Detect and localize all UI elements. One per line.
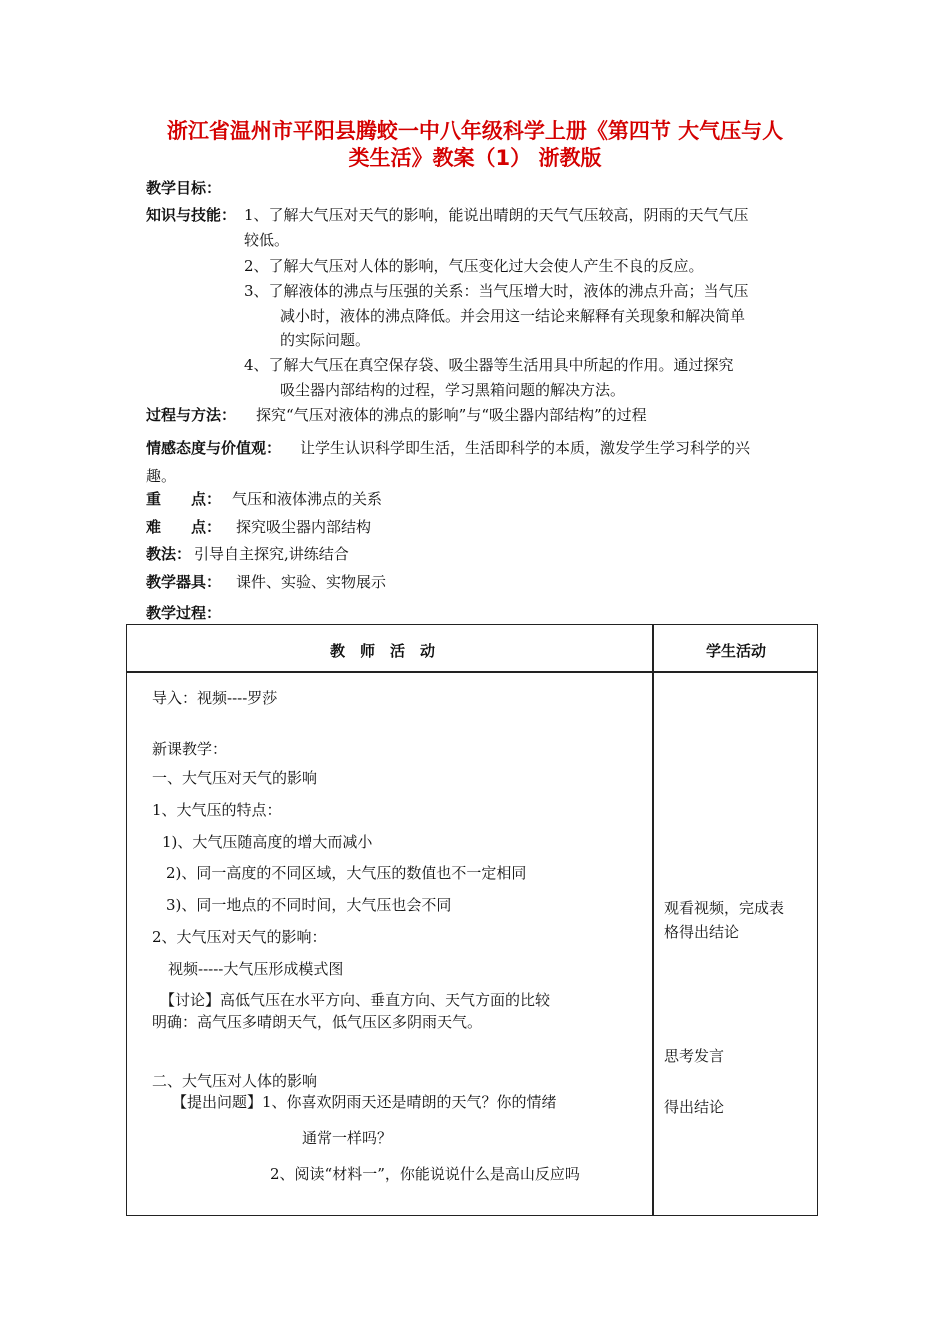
knowledge-item-3b: 减小时，液体的沸点降低。并会用这一结论来解释有关现象和解决简单 — [280, 307, 746, 325]
difficulty-label: 难 点： — [146, 518, 222, 536]
knowledge-label: 知识与技能： — [146, 206, 237, 224]
title-line-1: 浙江省温州市平阳县腾蛟一中八年级科学上册《第四节 大气压与人 — [166, 119, 784, 143]
tools-text: 课件、实验、实物展示 — [236, 573, 387, 591]
procedure-heading: 教学过程： — [146, 604, 222, 622]
method-label: 教法： — [146, 545, 192, 563]
student-activity-header: 学生活动 — [706, 642, 767, 660]
method-text: 引导自主探究,讲练结合 — [194, 545, 349, 563]
table-column-divider — [652, 624, 654, 1216]
teacher-question-1b: 通常一样吗？ — [302, 1129, 393, 1147]
knowledge-item-3c: 的实际问题。 — [280, 331, 371, 349]
student-activity-1b: 格得出结论 — [664, 923, 740, 941]
tools-label: 教学器具： — [146, 573, 222, 591]
teacher-point-1b: 2)、同一高度的不同区域，大气压的数值也不一定相同 — [166, 864, 527, 882]
document-title — [120, 118, 830, 172]
process-text: 探究“气压对液体的沸点的影响”与“吸尘器内部结构”的过程 — [256, 406, 647, 424]
teacher-video: 视频-----大气压形成模式图 — [168, 960, 344, 978]
table-header-divider — [126, 671, 818, 673]
key-point-text: 气压和液体沸点的关系 — [232, 490, 383, 508]
knowledge-item-4b: 吸尘器内部结构的过程，学习黑箱问题的解决方法。 — [280, 381, 626, 399]
knowledge-item-2: 2、了解大气压对人体的影响，气压变化过大会使人产生不良的反应。 — [244, 257, 704, 275]
student-activity-3: 得出结论 — [664, 1098, 725, 1116]
teacher-point-1c: 3)、同一地点的不同时间，大气压也会不同 — [166, 896, 452, 914]
emotion-text-a: 让学生认识科学即生活，生活即科学的本质，激发学生学习科学的兴 — [300, 439, 751, 457]
lesson-table — [126, 624, 818, 1216]
process-label: 过程与方法： — [146, 406, 237, 424]
teacher-section-1: 一、大气压对天气的影响 — [152, 769, 318, 787]
objectives-heading: 教学目标： — [146, 179, 222, 197]
title-line-2: 类生活》教案（1） 浙教版 — [348, 146, 602, 170]
teacher-section-1-1: 1、大气压的特点： — [152, 801, 282, 819]
teacher-point-1a: 1)、大气压随高度的增大而减小 — [162, 833, 373, 851]
knowledge-item-4a: 4、了解大气压在真空保存袋、吸尘器等生活用具中所起的作用。通过探究 — [244, 356, 734, 374]
emotion-text-b: 趣。 — [146, 467, 177, 485]
key-point-label: 重 点： — [146, 490, 222, 508]
teacher-question-1a: 【提出问题】1、你喜欢阴雨天还是晴朗的天气？你的情绪 — [172, 1093, 557, 1111]
teacher-clarify: 明确：高气压多晴朗天气，低气压区多阴雨天气。 — [152, 1013, 483, 1031]
teacher-section-1-2: 2、大气压对天气的影响： — [152, 928, 327, 946]
teacher-section-2: 二、大气压对人体的影响 — [152, 1072, 318, 1090]
teacher-question-2: 2、阅读“材料一”，你能说说什么是高山反应吗 — [270, 1165, 580, 1183]
student-activity-1a: 观看视频，完成表 — [664, 899, 785, 917]
teacher-intro: 导入：视频----罗莎 — [152, 689, 278, 707]
knowledge-item-3a: 3、了解液体的沸点与压强的关系：当气压增大时，液体的沸点升高；当气压 — [244, 282, 749, 300]
teacher-discussion: 【讨论】高低气压在水平方向、垂直方向、天气方面的比较 — [160, 991, 551, 1009]
difficulty-text: 探究吸尘器内部结构 — [236, 518, 372, 536]
teacher-new-lesson: 新课教学： — [152, 740, 228, 758]
emotion-label: 情感态度与价值观： — [146, 439, 282, 457]
student-activity-2: 思考发言 — [664, 1047, 725, 1065]
knowledge-item-1b: 较低。 — [244, 231, 290, 249]
knowledge-item-1a: 1、了解大气压对天气的影响，能说出晴朗的天气气压较高，阴雨的天气气压 — [244, 206, 749, 224]
teacher-activity-header: 教 师 活 动 — [330, 642, 436, 660]
